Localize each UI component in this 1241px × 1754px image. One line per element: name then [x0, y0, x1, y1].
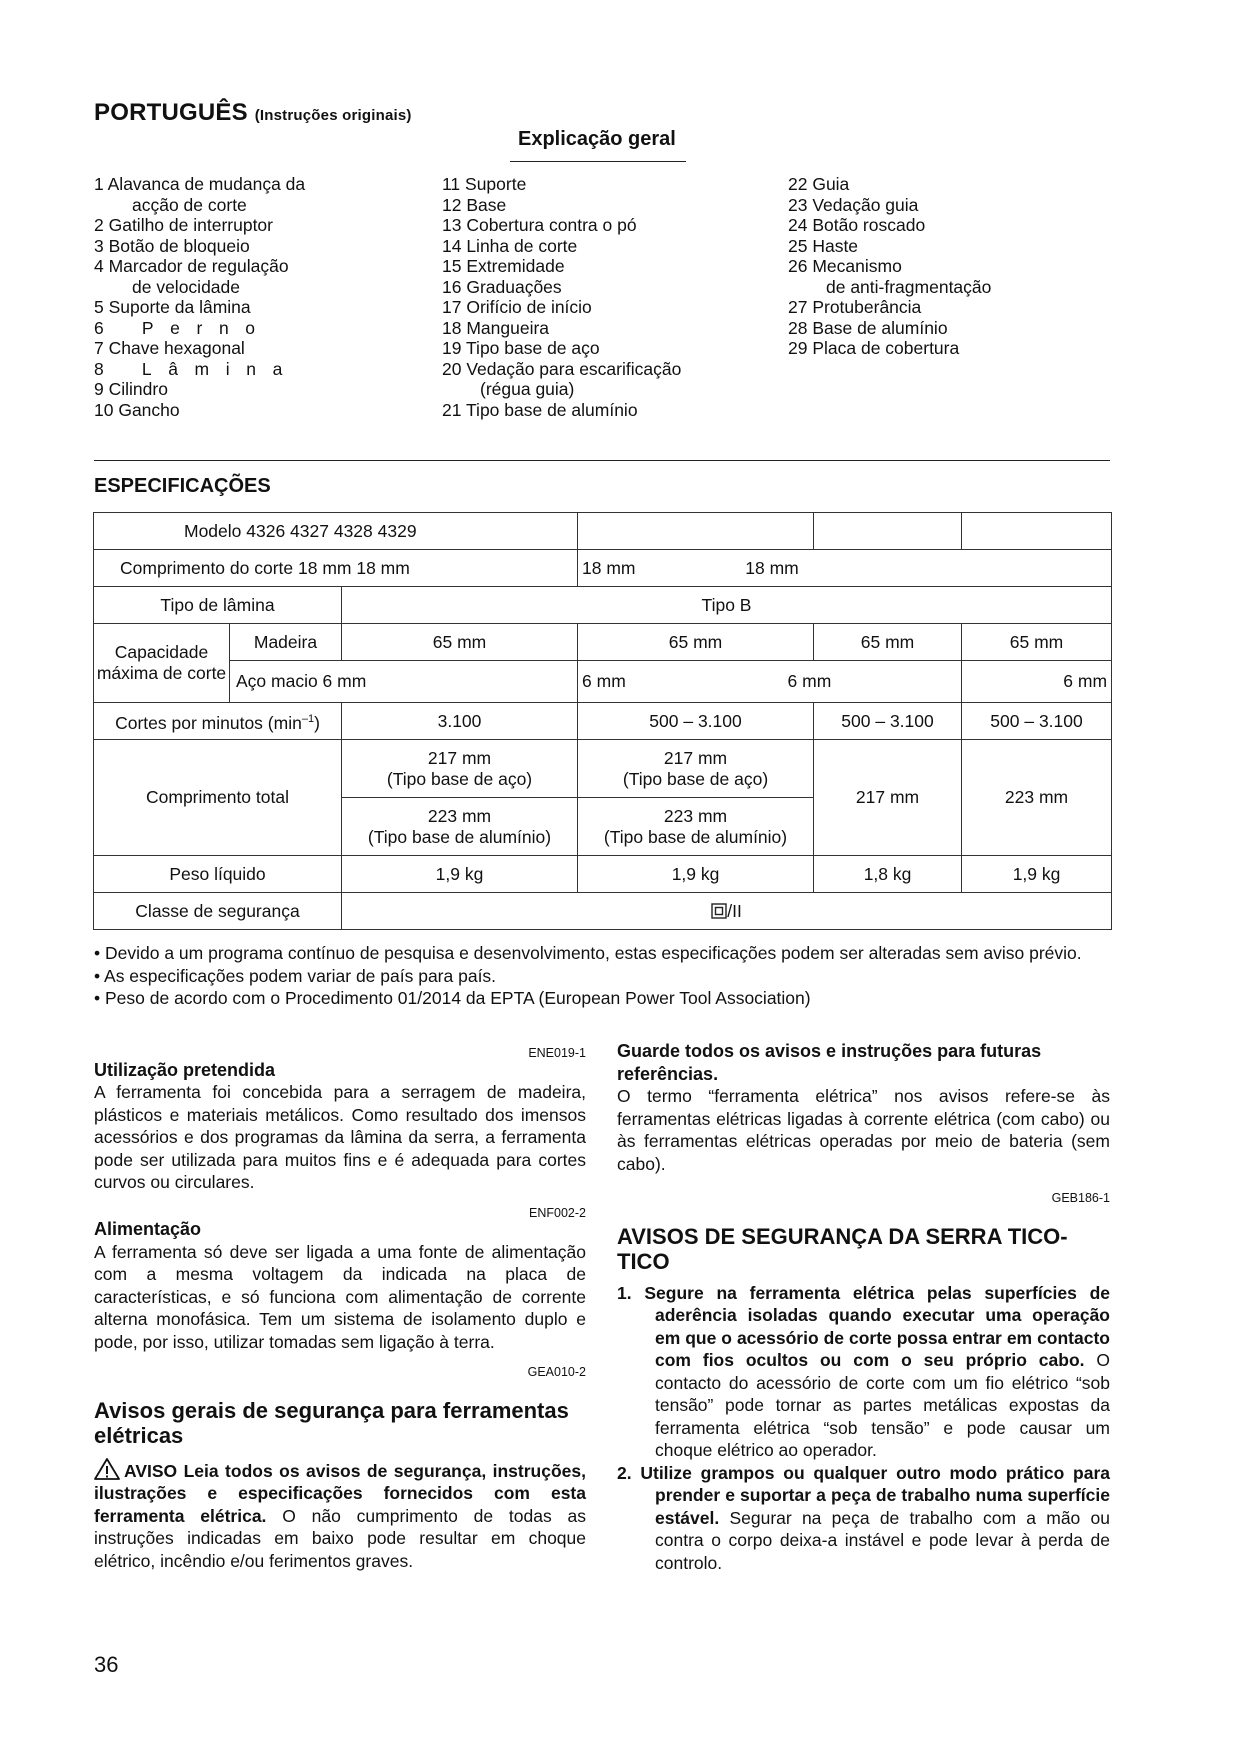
table-row — [94, 856, 1112, 893]
legend-item: 4 Marcador de regulação — [94, 256, 289, 276]
legend-item: 29 Placa de cobertura — [788, 338, 960, 358]
spec-title: ESPECIFICAÇÕES — [94, 475, 271, 497]
spec-cell: 1,9 kg — [578, 856, 814, 893]
double-insulation-icon — [711, 903, 727, 919]
note-item: • Devido a um programa contínuo de pesquisa e desenvolvimento, estas especificações podem ser alteradas sem aviso prévio. — [94, 943, 1082, 963]
section-code: GEB186-1 — [1051, 1191, 1110, 1205]
legend-item: 17 Orifício de início — [442, 297, 592, 317]
legend-item: acção de corte — [132, 194, 247, 215]
legend-col-2 — [442, 174, 681, 420]
spec-cell — [578, 513, 814, 550]
spec-label: Cortes por minutos (min — [115, 712, 302, 733]
spec-cell: 1,8 kg — [814, 856, 962, 893]
spec-cell — [578, 550, 1112, 587]
spec-cell — [962, 513, 1112, 550]
list-item — [617, 1462, 1110, 1575]
spec-value: 223 mm — [427, 805, 492, 826]
superscript: –1 — [301, 712, 315, 725]
spec-cell: Peso líquido — [94, 856, 342, 893]
spec-cell — [342, 893, 1112, 930]
legend-item: de velocidade — [132, 276, 240, 297]
legend-item: 7 Chave hexagonal — [94, 338, 245, 358]
list-item-bold: 2. Utilize grampos ou qualquer outro modo prático para prender e suportar a peça de trabalho numa superfície estável. — [617, 1462, 1110, 1528]
spec-value: 217 mm — [663, 747, 728, 768]
spec-cell: Tipo B — [342, 587, 1112, 624]
table-row — [94, 587, 1112, 624]
spec-value: (Tipo base de alumínio) — [367, 826, 552, 847]
spec-cell: Aço macio 6 mm — [230, 661, 578, 703]
spec-cell — [578, 661, 962, 703]
legend-item: 18 Mangueira — [442, 317, 550, 338]
legend-item: 11 Suporte — [442, 174, 527, 194]
spec-table — [93, 512, 1112, 930]
spec-value: 18 mm — [745, 557, 799, 578]
note-item: • As especificações podem variar de país para país. — [94, 965, 497, 986]
legend-item: 28 Base de alumínio — [788, 317, 948, 338]
table-row — [94, 624, 1112, 661]
list-item — [617, 1282, 1110, 1462]
spec-value: /II — [727, 900, 742, 921]
paragraph: A ferramenta só deve ser ligada a uma fonte de alimentação com a mesma voltagem da indicada na placa de características, e só funciona com alimentação de corrente alterna monofásica. Tem um sistema de isolamento duplo e pode, por isso, utilizar tomadas sem ligação à terra. — [94, 1241, 586, 1352]
note-item: • Peso de acordo com o Procedimento 01/2014 da EPTA (European Power Tool Association) — [94, 988, 811, 1008]
spec-cell — [814, 513, 962, 550]
table-row — [94, 703, 1112, 740]
legend-item: 21 Tipo base de alumínio — [442, 399, 638, 420]
table-row — [94, 893, 1112, 930]
legend-item: (régua guia) — [480, 379, 575, 399]
table-row — [94, 661, 1112, 703]
spec-cell: 65 mm — [578, 624, 814, 661]
spec-cell — [94, 703, 342, 740]
legend-item: 6 Perno — [94, 317, 272, 338]
paragraph: A ferramenta foi concebida para a serragem de madeira, plásticos e materiais metálicos. Como resultado dos imensos acessórios e dos programas da lâmina da serra, a ferramenta pode ser utilizada para muitos fins e é adequada para cortes curvos ou circulares. — [94, 1082, 586, 1192]
spec-value: (Tipo base de aço) — [622, 768, 769, 789]
spec-cell: Comprimento total — [94, 740, 342, 856]
legend-item: 8 Lâmina — [94, 358, 299, 379]
paragraph: O termo “ferramenta elétrica” nos avisos refere-se às ferramentas elétricas ligadas à corrente elétrica (com cabo) ou às ferramentas elétricas operadas por meio de bateria (sem cabo). — [617, 1086, 1110, 1174]
legend-item: 1 Alavanca de mudança da — [94, 174, 306, 194]
legend-item: 15 Extremidade — [442, 256, 565, 276]
spec-value: 6 mm — [582, 671, 626, 691]
spec-cell: 65 mm — [342, 624, 578, 661]
spec-cell: 500 – 3.100 — [814, 703, 962, 740]
spec-cell: 6 mm — [962, 661, 1112, 703]
list-item-text: Segurar na peça de trabalho com a mão ou contra o corpo deixa-a instável e pode levar à perda de controlo. — [655, 1507, 1110, 1573]
left-column — [94, 1042, 586, 1572]
spec-cell: 1,9 kg — [342, 856, 578, 893]
spec-cell: Madeira — [230, 624, 342, 661]
warning-icon — [94, 1458, 120, 1480]
right-column — [617, 1040, 1110, 1574]
section-heading: Alimentação — [94, 1219, 202, 1239]
page-number: 36 — [94, 1652, 119, 1677]
list-item-text: O contacto do acessório de corte com um fio elétrico “sob tensão” pode tornar as partes metálicas expostas da ferramenta elétrica “sob tensão” e pode causar um choque elétrico ao operador. — [655, 1350, 1110, 1460]
warning-bold: AVISO Leia todos os avisos de segurança, instruções, ilustrações e especificações fornecidos com esta ferramenta elétrica. — [94, 1460, 586, 1526]
spec-value: (Tipo base de aço) — [386, 768, 533, 789]
spec-cell: 223 mm — [962, 740, 1112, 856]
page-title: PORTUGUÊS (Instruções originais) — [94, 99, 412, 126]
section-divider — [94, 460, 1110, 461]
legend-item: 2 Gatilho de interruptor — [94, 215, 273, 235]
section-code: ENE019-1 — [528, 1046, 586, 1060]
explicacao-title: Explicação geral — [518, 128, 676, 150]
section-heading: Avisos gerais de segurança para ferramentas elétricas — [94, 1397, 569, 1448]
spec-cell: Capacidade máxima de corte — [94, 624, 230, 703]
spec-value: (Tipo base de alumínio) — [603, 826, 788, 847]
legend-item: 9 Cilindro — [94, 379, 168, 399]
legend-item: 10 Gancho — [94, 399, 180, 420]
section-heading: AVISOS DE SEGURANÇA DA SERRA TICO-TICO — [617, 1223, 1068, 1274]
spec-cell: 217 mm — [814, 740, 962, 856]
legend-item: 5 Suporte da lâmina — [94, 297, 251, 317]
legend-item: 22 Guia — [788, 174, 850, 194]
legend-item: 24 Botão roscado — [788, 215, 926, 235]
legend-item: 12 Base — [442, 194, 507, 215]
spec-value: 6 mm — [787, 671, 832, 691]
legend-item: 14 Linha de corte — [442, 235, 578, 256]
legend-item: 13 Cobertura contra o pó — [442, 215, 637, 235]
section-code: GEA010-2 — [527, 1365, 586, 1379]
table-row — [94, 513, 1112, 550]
spec-cell: 1,9 kg — [962, 856, 1112, 893]
legend-item: 16 Graduações — [442, 276, 562, 297]
table-row — [94, 740, 1112, 798]
spec-cell — [342, 798, 578, 856]
warning-text: O não cumprimento de todas as instruções indicadas em baixo pode resultar em choque elétrico, incêndio e/ou ferimentos graves. — [94, 1505, 586, 1571]
legend-item: 25 Haste — [788, 235, 859, 256]
legend-item: 27 Protuberância — [788, 297, 922, 317]
section-heading: Utilização pretendida — [94, 1059, 276, 1080]
legend-item: 3 Botão de bloqueio — [94, 235, 250, 256]
spec-label-close: ) — [314, 712, 320, 733]
page-subtitle: (Instruções originais) — [254, 107, 412, 124]
spec-cell: 500 – 3.100 — [578, 703, 814, 740]
spec-cell: 3.100 — [342, 703, 578, 740]
table-row — [94, 550, 1112, 587]
legend-col-3 — [788, 174, 991, 359]
section-code: ENF002-2 — [529, 1205, 586, 1220]
spec-cell: Modelo 4326 4327 4328 4329 — [94, 513, 578, 550]
spec-notes — [94, 942, 1110, 1010]
spec-value: 217 mm — [427, 747, 492, 768]
spec-cell: 500 – 3.100 — [962, 703, 1112, 740]
legend-item: 23 Vedação guia — [788, 194, 919, 215]
legend-item: de anti-fragmentação — [826, 276, 992, 297]
legend-col-1 — [94, 174, 305, 420]
spec-cell: 65 mm — [962, 624, 1112, 661]
spec-cell: Tipo de lâmina — [94, 587, 342, 624]
spec-cell: Classe de segurança — [94, 893, 342, 930]
legend-item: 20 Vedação para escarificação — [442, 358, 682, 379]
legend-item: 26 Mecanismo — [788, 256, 902, 276]
spec-value: 223 mm — [663, 805, 728, 826]
spec-value: 18 mm — [582, 557, 636, 578]
section-heading: Guarde todos os avisos e instruções para futuras referências. — [617, 1041, 1042, 1084]
list-item-bold: 1. Segure na ferramenta elétrica pelas superfícies de aderência isoladas quando executar uma operação em que o acessório de corte possa entrar em contacto com fios ocultos ou com o seu próprio cabo. — [617, 1282, 1110, 1370]
title-underline — [510, 161, 686, 162]
warning-paragraph — [94, 1458, 586, 1573]
spec-cell: Comprimento do corte 18 mm 18 mm — [94, 550, 578, 587]
spec-cell — [578, 740, 814, 798]
spec-cell — [342, 740, 578, 798]
spec-cell — [578, 798, 814, 856]
legend-item: 19 Tipo base de aço — [442, 338, 600, 358]
spec-cell: 65 mm — [814, 624, 962, 661]
